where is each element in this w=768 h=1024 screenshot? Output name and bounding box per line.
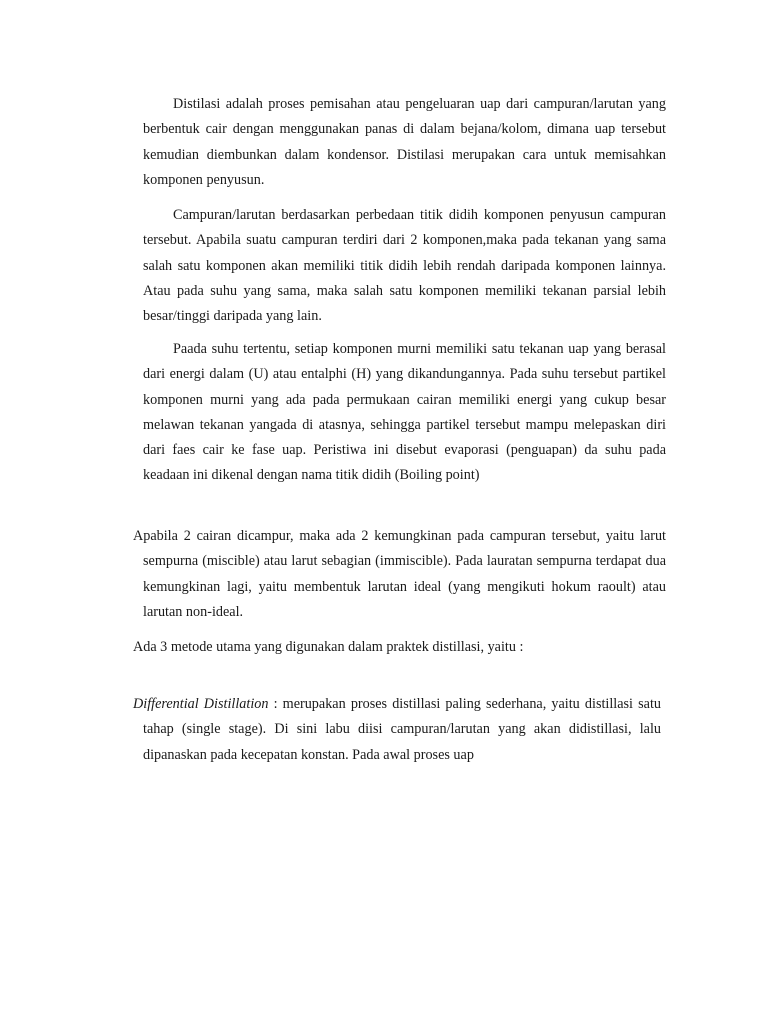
paragraph-boiling-point-difference: Campuran/larutan berdasarkan perbedaan titik didih komponen penyusun campuran tersebut. Apabila suatu campuran terdiri dari 2 komponen,maka pada tekanan yang sama salah satu komponen akan memiliki titik didih lebih rendah daripada komponen lainnya. Atau pada suhu yang sama, maka salah satu komponen memiliki tekanan parsial lebih besar/tinggi daripada yang lain.	[143, 207, 666, 325]
paragraph-vapor-pressure: Paada suhu tertentu, setiap komponen murni memiliki satu tekanan uap yang berasal dari energi dalam (U) atau entalphi (H) yang dikandungannya. Pada suhu tersebut partikel komponen murni yang ada pada permukaan cairan memiliki energi yang cukup besar melawan tekanan yangada di atasnya, sehingga partikel tersebut mampu melepaskan diri dari faes cair ke fase uap. Peristiwa ini disebut evaporasi (penguapan) da suhu pada keadaan ini dikenal dengan nama titik didih (Boiling point)	[143, 341, 666, 484]
method-term: Differential Distillation	[133, 696, 269, 712]
paragraph-methods-intro: Ada 3 metode utama yang digunakan dalam praktek distillasi, yaitu :	[133, 639, 524, 655]
paragraph-differential-distillation	[133, 692, 661, 768]
paragraph-mixture-types: Apabila 2 cairan dicampur, maka ada 2 kemungkinan pada campuran tersebut, yaitu larut sempurna (miscible) atau larut sebagian (immiscible). Pada lauratan sempurna terdapat dua kemungkinan lagi, yaitu membentuk larutan ideal (yang mengikuti hokum raoult) atau larutan non-ideal.	[133, 528, 666, 620]
method-description: : merupakan proses distillasi paling sederhana, yaitu distillasi satu tahap (single stage). Di sini labu diisi campuran/larutan yang akan didistillasi, lalu dipanaskan pada kecepatan konstan. Pada awal proses uap	[143, 696, 661, 763]
paragraph-distilasi-definition: Distilasi adalah proses pemisahan atau pengeluaran uap dari campuran/larutan yang berbentuk cair dengan menggunakan panas di dalam bejana/kolom, dimana uap tersebut kemudian diembunkan dalam kondensor. Distilasi merupakan cara untuk memisahkan komponen penyusun.	[143, 96, 666, 188]
